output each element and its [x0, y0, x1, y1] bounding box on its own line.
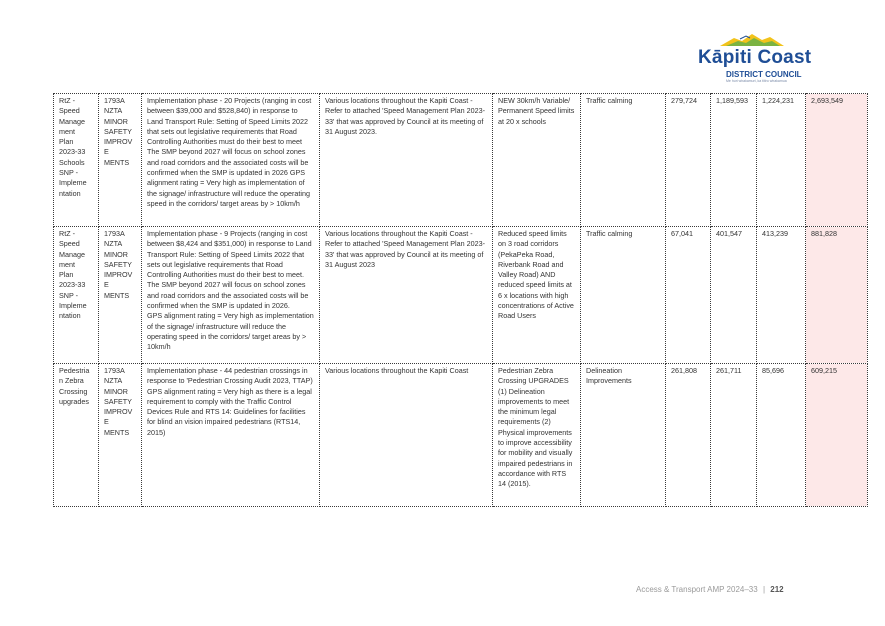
- footer-document-title: Access & Transport AMP 2024–33: [636, 585, 758, 594]
- work-category-code-cell: 1793A NZTA MINOR SAFETY IMPROVE MENTS: [99, 364, 142, 507]
- year1-cost-cell: 67,041: [666, 227, 711, 364]
- outcome-cell: Reduced speed limits on 3 road corridors (PekaPeka Road, Riverbank Road and Valley Road) AND reduced speed limits at 6 x locations with high concentrations of Active Road Users: [493, 227, 581, 364]
- page-footer: [636, 585, 784, 594]
- year1-cost-cell: 279,724: [666, 94, 711, 227]
- total-cost-cell: 881,828: [806, 227, 868, 364]
- year2-cost-cell: 1,189,593: [711, 94, 757, 227]
- projects-table: [53, 93, 868, 507]
- logo-name: Kāpiti Coast: [698, 47, 812, 68]
- footer-separator: |: [762, 585, 766, 594]
- year3-cost-cell: 413,239: [757, 227, 806, 364]
- outcome-cell: NEW 30km/h Variable/ Permanent Speed limits at 20 x schools: [493, 94, 581, 227]
- category-cell: Traffic calming: [581, 227, 666, 364]
- description-cell: Implementation phase - 20 Projects (ranging in cost between $39,000 and $528,840) in response to Land Transport Rule: Setting of Speed Limits 2022 that sets out legislative requirements that Road Controlling Authorities must do their best to meet The SMP beyond 2027 will focus on school zones and road corridors and the associated costs will be confirmed when the SMP is updated in 2026 GPS alignment rating = Very high as implementation of the signage/ infrastructure will reduce the operating speed in the corridors/ target areas by > 10km/h: [142, 94, 320, 227]
- location-cell: Various locations throughout the Kapiti Coast - Refer to attached 'Speed Management Plan 2023-33' that was approved by Council at its meeting of 31 August 2023: [320, 227, 493, 364]
- total-cost-cell: 609,215: [806, 364, 868, 507]
- year2-cost-cell: 401,547: [711, 227, 757, 364]
- work-category-code-cell: 1793A NZTA MINOR SAFETY IMPROVE MENTS: [99, 227, 142, 364]
- page-number: 212: [770, 585, 784, 594]
- year1-cost-cell: 261,808: [666, 364, 711, 507]
- project-name-cell: RtZ - Speed Manage ment Plan 2023-33 Schools SNP - Impleme ntation: [54, 94, 99, 227]
- location-cell: Various locations throughout the Kapiti Coast: [320, 364, 493, 507]
- logo-subtitle: DISTRICT COUNCIL: [726, 70, 802, 79]
- logo-tagline: Me huri whakamuri, ka titiro whakamua: [726, 79, 787, 83]
- table-row: [54, 364, 868, 507]
- council-logo: [696, 33, 814, 83]
- project-name-cell: Pedestria n Zebra Crossing upgrades: [54, 364, 99, 507]
- mountains-logo-icon: [720, 33, 784, 47]
- table-row: [54, 94, 868, 227]
- total-cost-cell: 2,693,549: [806, 94, 868, 227]
- table-row: [54, 227, 868, 364]
- year2-cost-cell: 261,711: [711, 364, 757, 507]
- outcome-cell: Pedestrian Zebra Crossing UPGRADES (1) Delineation improvements to meet the minimum legal requirements (2) Physical improvements to improve accessibility for mobility and visually impaired pedestrians in accordance with RTS 14 (2015).: [493, 364, 581, 507]
- description-cell: Implementation phase - 44 pedestrian crossings in response to 'Pedestrian Crossing Audit 2023, TTAP) GPS alignment rating = Very high as there is a legal requirement to comply with the Traffic Control Devices Rule and RTS 14: Guidelines for facilities for blind an vision impaired pedestrians (RTS14, 2015): [142, 364, 320, 507]
- year3-cost-cell: 1,224,231: [757, 94, 806, 227]
- work-category-code-cell: 1793A NZTA MINOR SAFETY IMPROVE MENTS: [99, 94, 142, 227]
- description-cell: Implementation phase - 9 Projects (ranging in cost between $8,424 and $351,000) in response to Land Transport Rule: Setting of Speed Limits 2022 that sets out legislative requirements that Road Controlling Authorities must do their best to meet. The SMP beyond 2027 will focus on school zones and road corridors and the associated costs will be confirmed when the SMP is updated in 2026. GPS alignment rating = Very high as implementation of the signage/ infrastructure will reduce the operating speed in the corridors/ target areas by > 10km/h: [142, 227, 320, 364]
- project-name-cell: RtZ - Speed Manage ment Plan 2023-33 SNP - Impleme ntation: [54, 227, 99, 364]
- location-cell: Various locations throughout the Kapiti Coast - Refer to attached 'Speed Management Plan 2023-33' that was approved by Council at its meeting of 31 August 2023.: [320, 94, 493, 227]
- category-cell: Traffic calming: [581, 94, 666, 227]
- category-cell: Delineation Improvements: [581, 364, 666, 507]
- year3-cost-cell: 85,696: [757, 364, 806, 507]
